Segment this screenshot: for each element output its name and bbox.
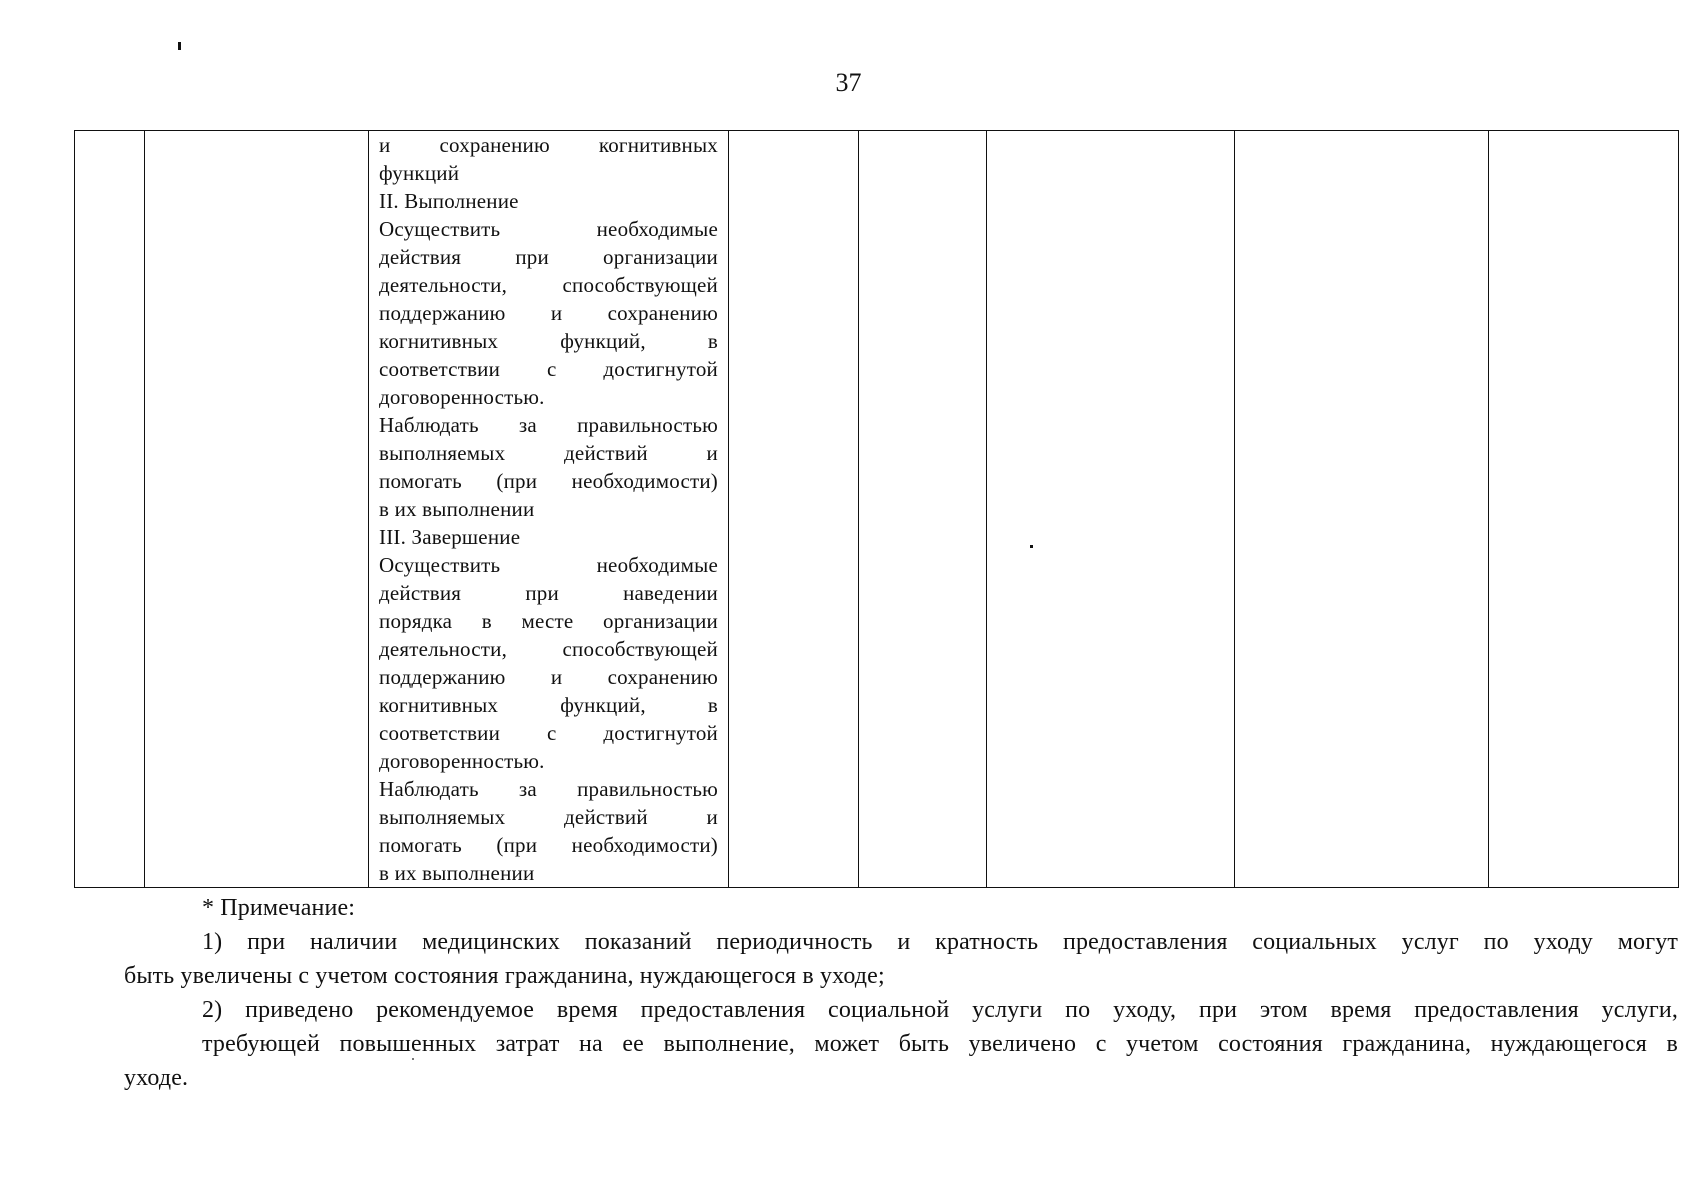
footnote-line: 2) приведено рекомендуемое время предоставления социальной услуги по уходу, при этом время предоставления услуги,	[202, 997, 1678, 1023]
procedure-line: и сохранению когнитивных	[379, 133, 718, 157]
services-table	[74, 130, 1679, 888]
footnote-1	[124, 925, 1678, 993]
footnotes	[124, 891, 1678, 1095]
footnote-line: уходе.	[124, 1065, 189, 1091]
procedure-line: деятельности, способствующей	[379, 273, 718, 297]
procedure-line: поддержанию и сохранению	[379, 301, 718, 325]
procedure-line: Наблюдать за правильностью	[379, 413, 718, 437]
procedure-line: помогать (при необходимости)	[379, 833, 718, 857]
procedure-line: выполняемых действий и	[379, 805, 718, 829]
procedure-line: поддержанию и сохранению	[379, 665, 718, 689]
procedure-line: когнитивных функций, в	[379, 693, 718, 717]
procedure-line: когнитивных функций, в	[379, 329, 718, 353]
page-number: 37	[835, 68, 862, 97]
procedure-line: действия при организации	[379, 245, 718, 269]
table-cell-empty	[859, 131, 987, 888]
procedure-line: Осуществить необходимые	[379, 217, 718, 241]
procedure-line: функций	[379, 161, 460, 185]
footnote-line: требующей повышенных затрат на ее выполнение, может быть увеличено с учетом состояния гражданина, нуждающегося в	[202, 1031, 1678, 1057]
procedure-line: III. Завершение	[379, 525, 521, 549]
procedure-line: помогать (при необходимости)	[379, 469, 718, 493]
table-cell-service-name	[145, 131, 369, 888]
table-cell-number	[75, 131, 145, 888]
procedure-line: деятельности, способствующей	[379, 637, 718, 661]
table-cell-empty	[729, 131, 859, 888]
procedure-line: Наблюдать за правильностью	[379, 777, 718, 801]
table-cell-empty	[987, 131, 1235, 888]
footnote-line: 1) при наличии медицинских показаний периодичность и кратность предоставления социальных услуг по уходу могут	[202, 929, 1678, 955]
procedure-text	[369, 131, 728, 887]
procedure-line: в их выполнении	[379, 861, 535, 885]
procedure-line: соответствии с достигнутой	[379, 357, 718, 381]
table-cell-procedure	[369, 131, 729, 888]
footnote-2	[124, 993, 1678, 1095]
procedure-line: Осуществить необходимые	[379, 553, 718, 577]
footnote-line: быть увеличены с учетом состояния гражданина, нуждающегося в уходе;	[124, 963, 885, 989]
procedure-line: выполняемых действий и	[379, 441, 718, 465]
procedure-line: действия при наведении	[379, 581, 718, 605]
procedure-line: соответствии с достигнутой	[379, 721, 718, 745]
table-cell-empty	[1235, 131, 1489, 888]
procedure-line: в их выполнении	[379, 497, 535, 521]
procedure-line: порядка в месте организации	[379, 609, 718, 633]
footnote-title: * Примечание:	[202, 895, 356, 921]
procedure-line: II. Выполнение	[379, 189, 519, 213]
procedure-line: договоренностью.	[379, 749, 545, 773]
table-cell-empty	[1489, 131, 1679, 888]
table-row	[75, 131, 1679, 888]
procedure-line: договоренностью.	[379, 385, 545, 409]
scan-speck	[178, 42, 181, 50]
